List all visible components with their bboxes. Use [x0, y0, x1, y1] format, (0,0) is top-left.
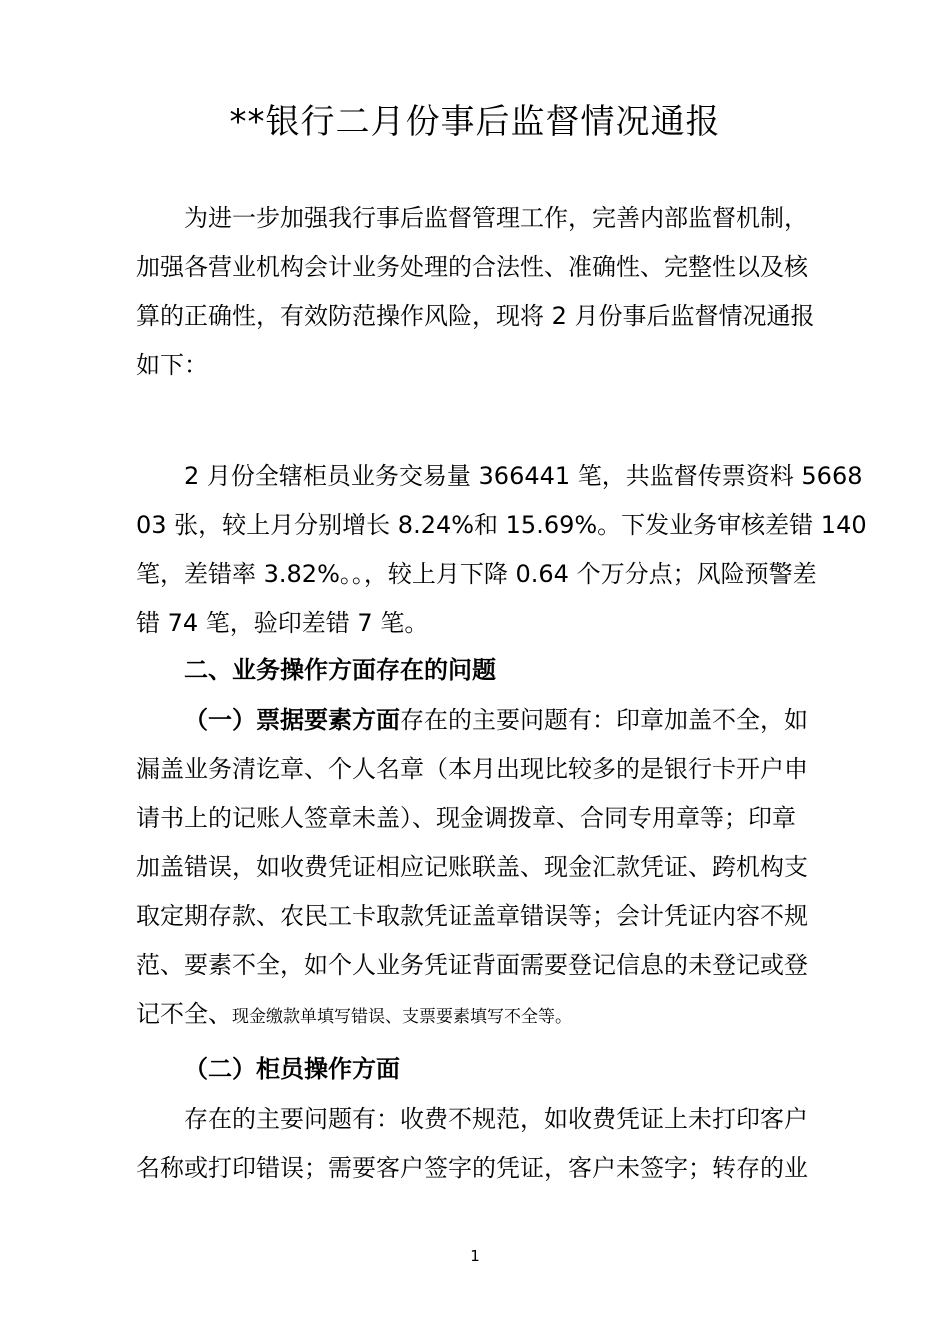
text-line: 加盖错误，如收费凭证相应记账联盖、现金汇款凭证、跨机构支: [136, 853, 808, 881]
text-line: 加强各营业机构会计业务处理的合法性、准确性、完整性以及核: [136, 253, 808, 281]
section-2-heading: 二、业务操作方面存在的问题: [184, 656, 496, 684]
text-line: 名称或打印错误；需要客户签字的凭证，客户未签字；转存的业: [136, 1154, 808, 1182]
text-line: 笔，差错率 3.82%。。，较上月下降 0.64 个万分点；风险预警差: [136, 560, 817, 588]
text-line: 存在的主要问题有：收费不规范，如收费凭证上未打印客户: [184, 1105, 808, 1133]
text-line: 算的正确性，有效防范操作风险，现将 2 月份事后监督情况通报: [136, 302, 815, 330]
subsection-2-heading: （二）柜员操作方面: [184, 1055, 400, 1083]
text-line: 漏盖业务清讫章、个人名章（本月出现比较多的是银行卡开户申: [136, 755, 808, 783]
text-line: 03 张，较上月分别增长 8.24%和 15.69%。下发业务审核差错 140: [136, 511, 867, 539]
text-line: 错 74 笔，验印差错 7 笔。: [136, 609, 429, 637]
text-fragment-small: 现金缴款单填写错误、支票要素填写不全等。: [232, 1007, 572, 1027]
text-fragment: 记不全、: [136, 1000, 232, 1028]
intro-paragraph: [136, 194, 826, 390]
subsection-1-heading: （一）票据要素方面: [184, 706, 400, 734]
stats-paragraph: [136, 452, 867, 648]
text-line: 如下：: [136, 351, 208, 379]
text-line: 为进一步加强我行事后监督管理工作，完善内部监督机制，: [184, 204, 808, 232]
text-line: 取定期存款、农民工卡取款凭证盖章错误等；会计凭证内容不规: [136, 902, 808, 930]
subsection-heading: [136, 1045, 826, 1094]
page-number: 1: [470, 1247, 480, 1265]
subsection-2-paragraph: [136, 1095, 826, 1193]
section-heading: [136, 646, 826, 695]
text-line: 2 月份全辖柜员业务交易量 366441 笔，共监督传票资料 5668: [184, 462, 863, 490]
text-line: 范、要素不全，如个人业务凭证背面需要登记信息的未登记或登: [136, 951, 808, 979]
text-line: [136, 990, 826, 1039]
document-title: **银行二月份事后监督情况通报: [229, 102, 721, 142]
text-line: 请书上的记账人签章未盖）、现金调拨章、合同专用章等；印章: [136, 804, 796, 832]
text-fragment: 存在的主要问题有：印章加盖不全，如: [400, 706, 808, 734]
subsection-1-paragraph: [136, 696, 826, 1039]
text-line: [136, 696, 826, 745]
